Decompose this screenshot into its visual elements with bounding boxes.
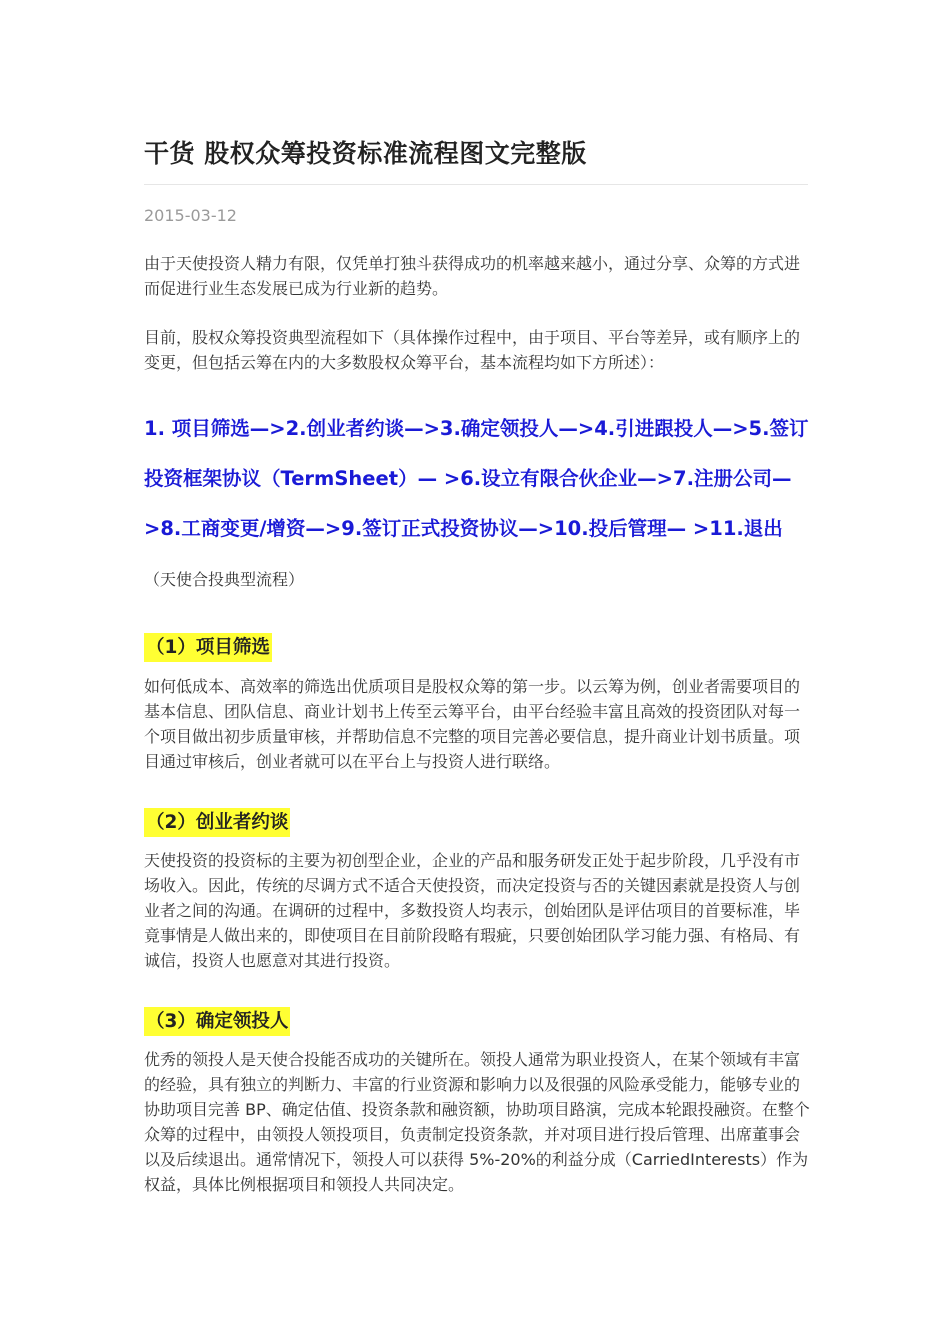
- process-flow: [144, 404, 812, 605]
- intro-paragraph-2: 目前，股权众筹投资典型流程如下（具体操作过程中，由于项目、平台等差异，或有顺序上的变更，但包括云筹在内的大多数股权众筹平台，基本流程均如下方所述）：: [144, 328, 801, 372]
- title-divider: [144, 184, 808, 185]
- section-body-1: 如何低成本、高效率的筛选出优质项目是股权众筹的第一步。以云筹为例，创业者需要项目的基本信息、团队信息、商业计划书上传至云筹平台，由平台经验丰富且高效的投资团队对每一个项目做出初步质量审核，并帮助信息不完整的项目完善必要信息，提升商业计划书质量。项目通过审核后，创业者就可以在平台上与投资人进行联络。: [144, 677, 801, 771]
- section-heading-3: （3）确定领投人: [144, 1007, 290, 1036]
- section-heading-2: （2）创业者约谈: [144, 808, 290, 837]
- section-body-2: 天使投资的投资标的主要为初创型企业，企业的产品和服务研发正处于起步阶段，几乎没有市场收入。因此，传统的尽调方式不适合天使投资，而决定投资与否的关键因素就是投资人与创业者之间的沟通。在调研的过程中，多数投资人均表示，创始团队是评估项目的首要标准，毕竟事情是人做出来的，即使项目在目前阶段略有瑕疵，只要创始团队学习能力强、有格局、有诚信，投资人也愿意对其进行投资。: [144, 851, 801, 970]
- publish-date: 2015-03-12: [144, 206, 237, 225]
- section-heading-1: （1）项目筛选: [144, 633, 272, 662]
- intro-paragraph-1: 由于天使投资人精力有限，仅凭单打独斗获得成功的机率越来越小，通过分享、众筹的方式进而促进行业生态发展已成为行业新的趋势。: [144, 254, 801, 298]
- process-flow-note: （天使合投典型流程）: [144, 570, 305, 589]
- process-flow-steps: 1. 项目筛选—>2.创业者约谈—>3.确定领投人—>4.引进跟投人—>5.签订投资框架协议（TermSheet）— >6.设立有限合伙企业—>7.注册公司—>8.工商变更/增资—>9.签订正式投资协议—>10.投后管理— >11.退出: [144, 417, 809, 540]
- article-title: 干货 股权众筹投资标准流程图文完整版: [144, 139, 587, 168]
- section-body-3: 优秀的领投人是天使合投能否成功的关键所在。领投人通常为职业投资人，在某个领域有丰富的经验，具有独立的判断力、丰富的行业资源和影响力以及很强的风险承受能力，能够专业的协助项目完善 BP、确定估值、投资条款和融资额，协助项目路演，完成本轮跟投融资。在整个众筹的过程中，由领投人领投项目，负责制定投资条款，并对项目进行投后管理、出席董事会以及后续退出。通常情况下，领投人可以获得 5%-20%的利益分成（CarriedInterests）作为权益，具体比例根据项目和领投人共同决定。: [144, 1050, 810, 1194]
